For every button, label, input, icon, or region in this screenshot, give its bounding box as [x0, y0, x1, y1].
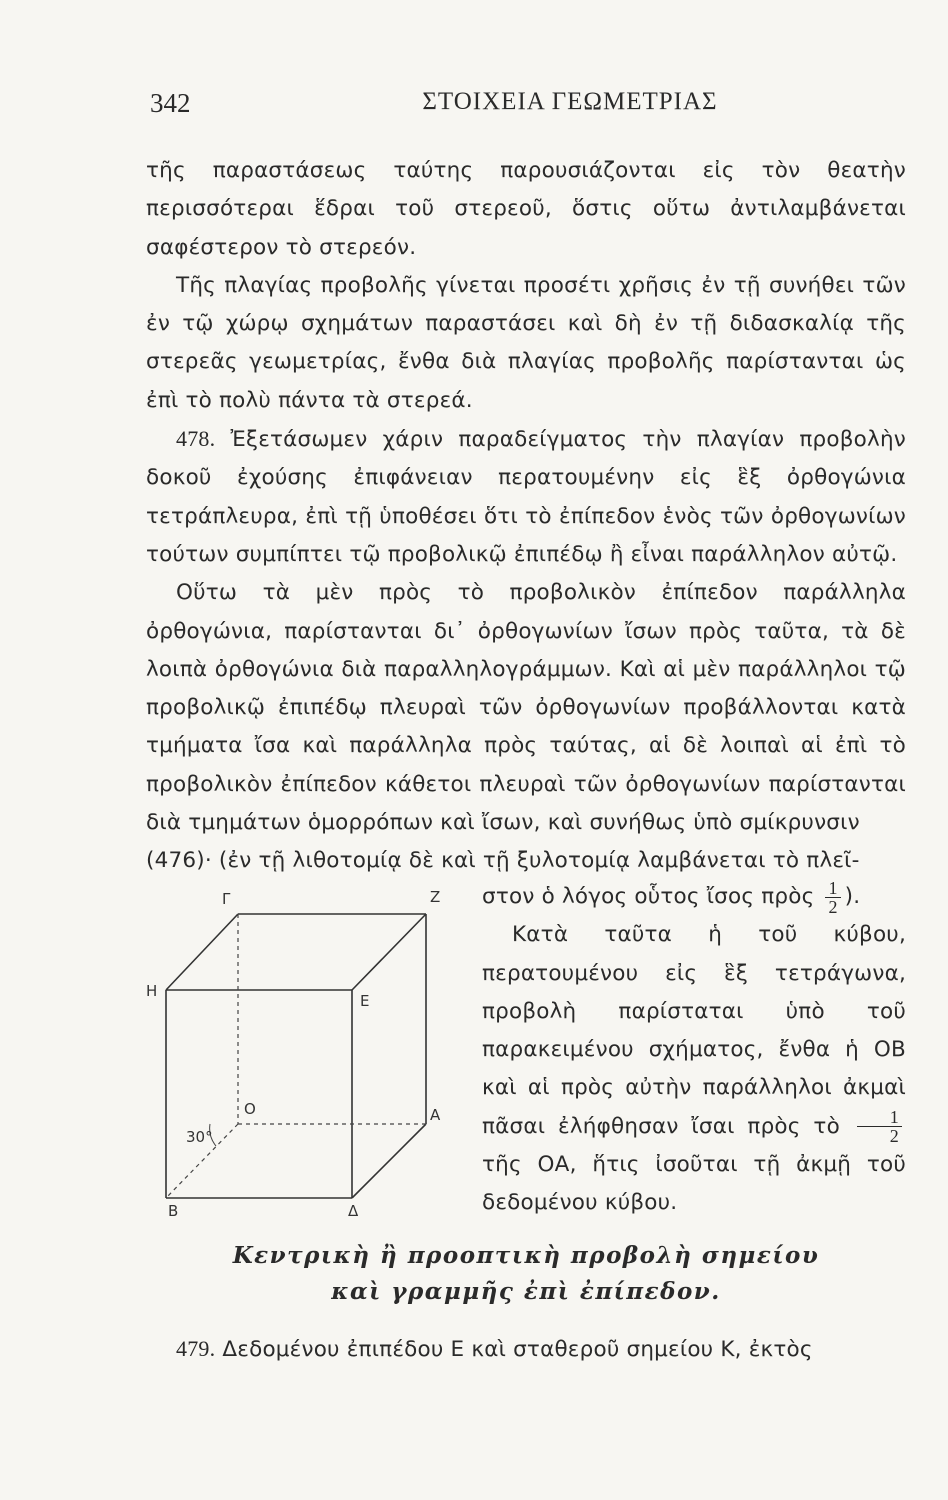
paragraph-2: Τῆς πλαγίας προβολῆς γίνεται προσέτι χρῆσις ἐν τῇ συνήθει τῶν ἐν τῷ χώρῳ σχημάτων παραστάσει καὶ δὴ ἐν τῇ διδασκαλίᾳ τῆς στερεᾶς γεωμετρίας, ἔνθα διὰ πλαγίας προβολῆς παρίστανται ὡς ἐπὶ τὸ πολὺ πάντα τὰ στερεά.: [146, 272, 906, 413]
paragraph-479-text: Δεδομένου ἐπιπέδου Ε καὶ σταθεροῦ σημείου Κ, ἐκτὸς: [222, 1337, 813, 1362]
label-G: Γ: [222, 890, 231, 908]
fraction-one-half: [825, 879, 840, 916]
paragraph-3: [146, 420, 906, 574]
label-A: A: [430, 1106, 441, 1124]
label-E: E: [360, 992, 370, 1010]
side-line-1-text: στον ὁ λόγος οὗτος ἴσος πρὸς: [482, 884, 815, 909]
label-D: Δ: [348, 1202, 359, 1218]
side-line-1: [482, 878, 906, 916]
main-text: [146, 152, 906, 881]
label-H: H: [146, 982, 158, 1000]
side-paragraph-end: τῆς ΟΑ, ἥτις ἰσοῦται τῇ ἀκμῇ τοῦ δεδομένου κύβου.: [482, 1152, 906, 1216]
paragraph-479-line: [146, 1330, 906, 1369]
section-title: [146, 1238, 906, 1310]
figure-side-text: [482, 878, 906, 1223]
cube-oblique-projection-figure: [146, 878, 466, 1218]
label-Z: Z: [430, 888, 441, 906]
section-title-line-2: καὶ γραμμῆς ἐπὶ ἐπίπεδον.: [331, 1278, 721, 1305]
paragraph-3-text: Ἐξετάσωμεν χάριν παραδείγματος τὴν πλαγίαν προβολὴν δοκοῦ ἐχούσης ἐπιφάνειαν περατουμένην εἰς ἓξ ὀρθογώνια τετράπλευρα, ἐπὶ τῇ ὑποθέσει ὅτι τὸ ἐπίπεδον ἑνὸς τῶν ὀρθογωνίων τούτων συμπίπτει τῷ προβολικῷ ἐπιπέδῳ ἢ εἶναι παράλληλον αὐτῷ.: [146, 427, 906, 567]
label-angle-30: 30°: [186, 1128, 213, 1146]
paragraph-number-478: 478.: [176, 426, 216, 452]
fraction-denominator: 2: [828, 896, 838, 917]
label-B: B: [168, 1202, 179, 1218]
page-number: 342: [150, 88, 191, 118]
paragraph-479: [146, 1330, 906, 1369]
fraction-numerator-2: 1: [857, 1108, 902, 1127]
fraction-numerator: 1: [825, 879, 840, 898]
fraction-one-half-2: [857, 1108, 902, 1145]
edge-E-Z: [352, 914, 426, 990]
figure-block: [146, 878, 906, 1218]
edge-D-A: [352, 1124, 426, 1198]
paragraph-4-tail: (476)· (ἐν τῇ λιθοτομίᾳ δὲ καὶ τῇ ξυλοτομίᾳ λαμβάνεται τὸ πλεῖ-: [146, 848, 860, 874]
running-head: ΣΤΟΙΧΕΙΑ ΓΕΩΜΕΤΡΙΑΣ: [422, 88, 718, 115]
paragraph-4: Οὕτω τὰ μὲν πρὸς τὸ προβολικὸν ἐπίπεδον παράλληλα ὀρθογώνια, παρίστανται δι᾽ ὀρθογωνίων ἴσων πρὸς ταῦτα, τὰ δὲ λοιπὰ ὀρθογώνια διὰ παραλληλογράμμων. Καὶ αἱ μὲν παράλληλοι τῷ προβολικῷ ἐπιπέδῳ πλευραὶ τῶν ὀρθογωνίων προβάλλονται κατὰ τμήματα ἴσα καὶ παράλληλα πρὸς ταύτας, αἱ δὲ λοιπαὶ αἱ ἐπὶ τὸ προβολικὸν ἐπίπεδον κάθετοι πλευραὶ τῶν ὀρθογωνίων παρίστανται διὰ τμημάτων ὁμορρόπων καὶ ἴσων, καὶ συνήθως ὑπὸ σμίκρυνσιν: [146, 580, 906, 836]
section-title-line-1: Κεντρικὴ ἢ προοπτικὴ προβολὴ σημείου: [232, 1242, 820, 1269]
paragraph-number-479: 479.: [176, 1336, 216, 1361]
paragraph-1: τῆς παραστάσεως ταύτης παρουσιάζονται εἰς τὸν θεατὴν περισσότεραι ἕδραι τοῦ στερεοῦ, ὅστις οὕτω ἀντιλαμβάνεται σαφέστερον τὸ στερεόν.: [146, 158, 906, 260]
label-O: O: [244, 1100, 256, 1118]
edge-H-G: [166, 914, 238, 990]
page-header: [150, 88, 900, 128]
side-line-1-end: ).: [844, 884, 861, 909]
side-paragraph: [482, 916, 906, 1222]
side-paragraph-text: Κατὰ ταῦτα ἡ τοῦ κύβου, περατουμένου εἰς ἓξ τετράγωνα, προβολὴ παρίσταται ὑπὸ τοῦ παρακειμένου σχήματος, ἔνθα ἡ ΟΒ καὶ αἱ πρὸς αὐτὴν παράλληλοι ἀκμαὶ πᾶσαι ἐλήφθησαν ἴσαι πρὸς τὸ: [482, 922, 906, 1139]
fraction-denominator-2: 2: [889, 1126, 899, 1147]
